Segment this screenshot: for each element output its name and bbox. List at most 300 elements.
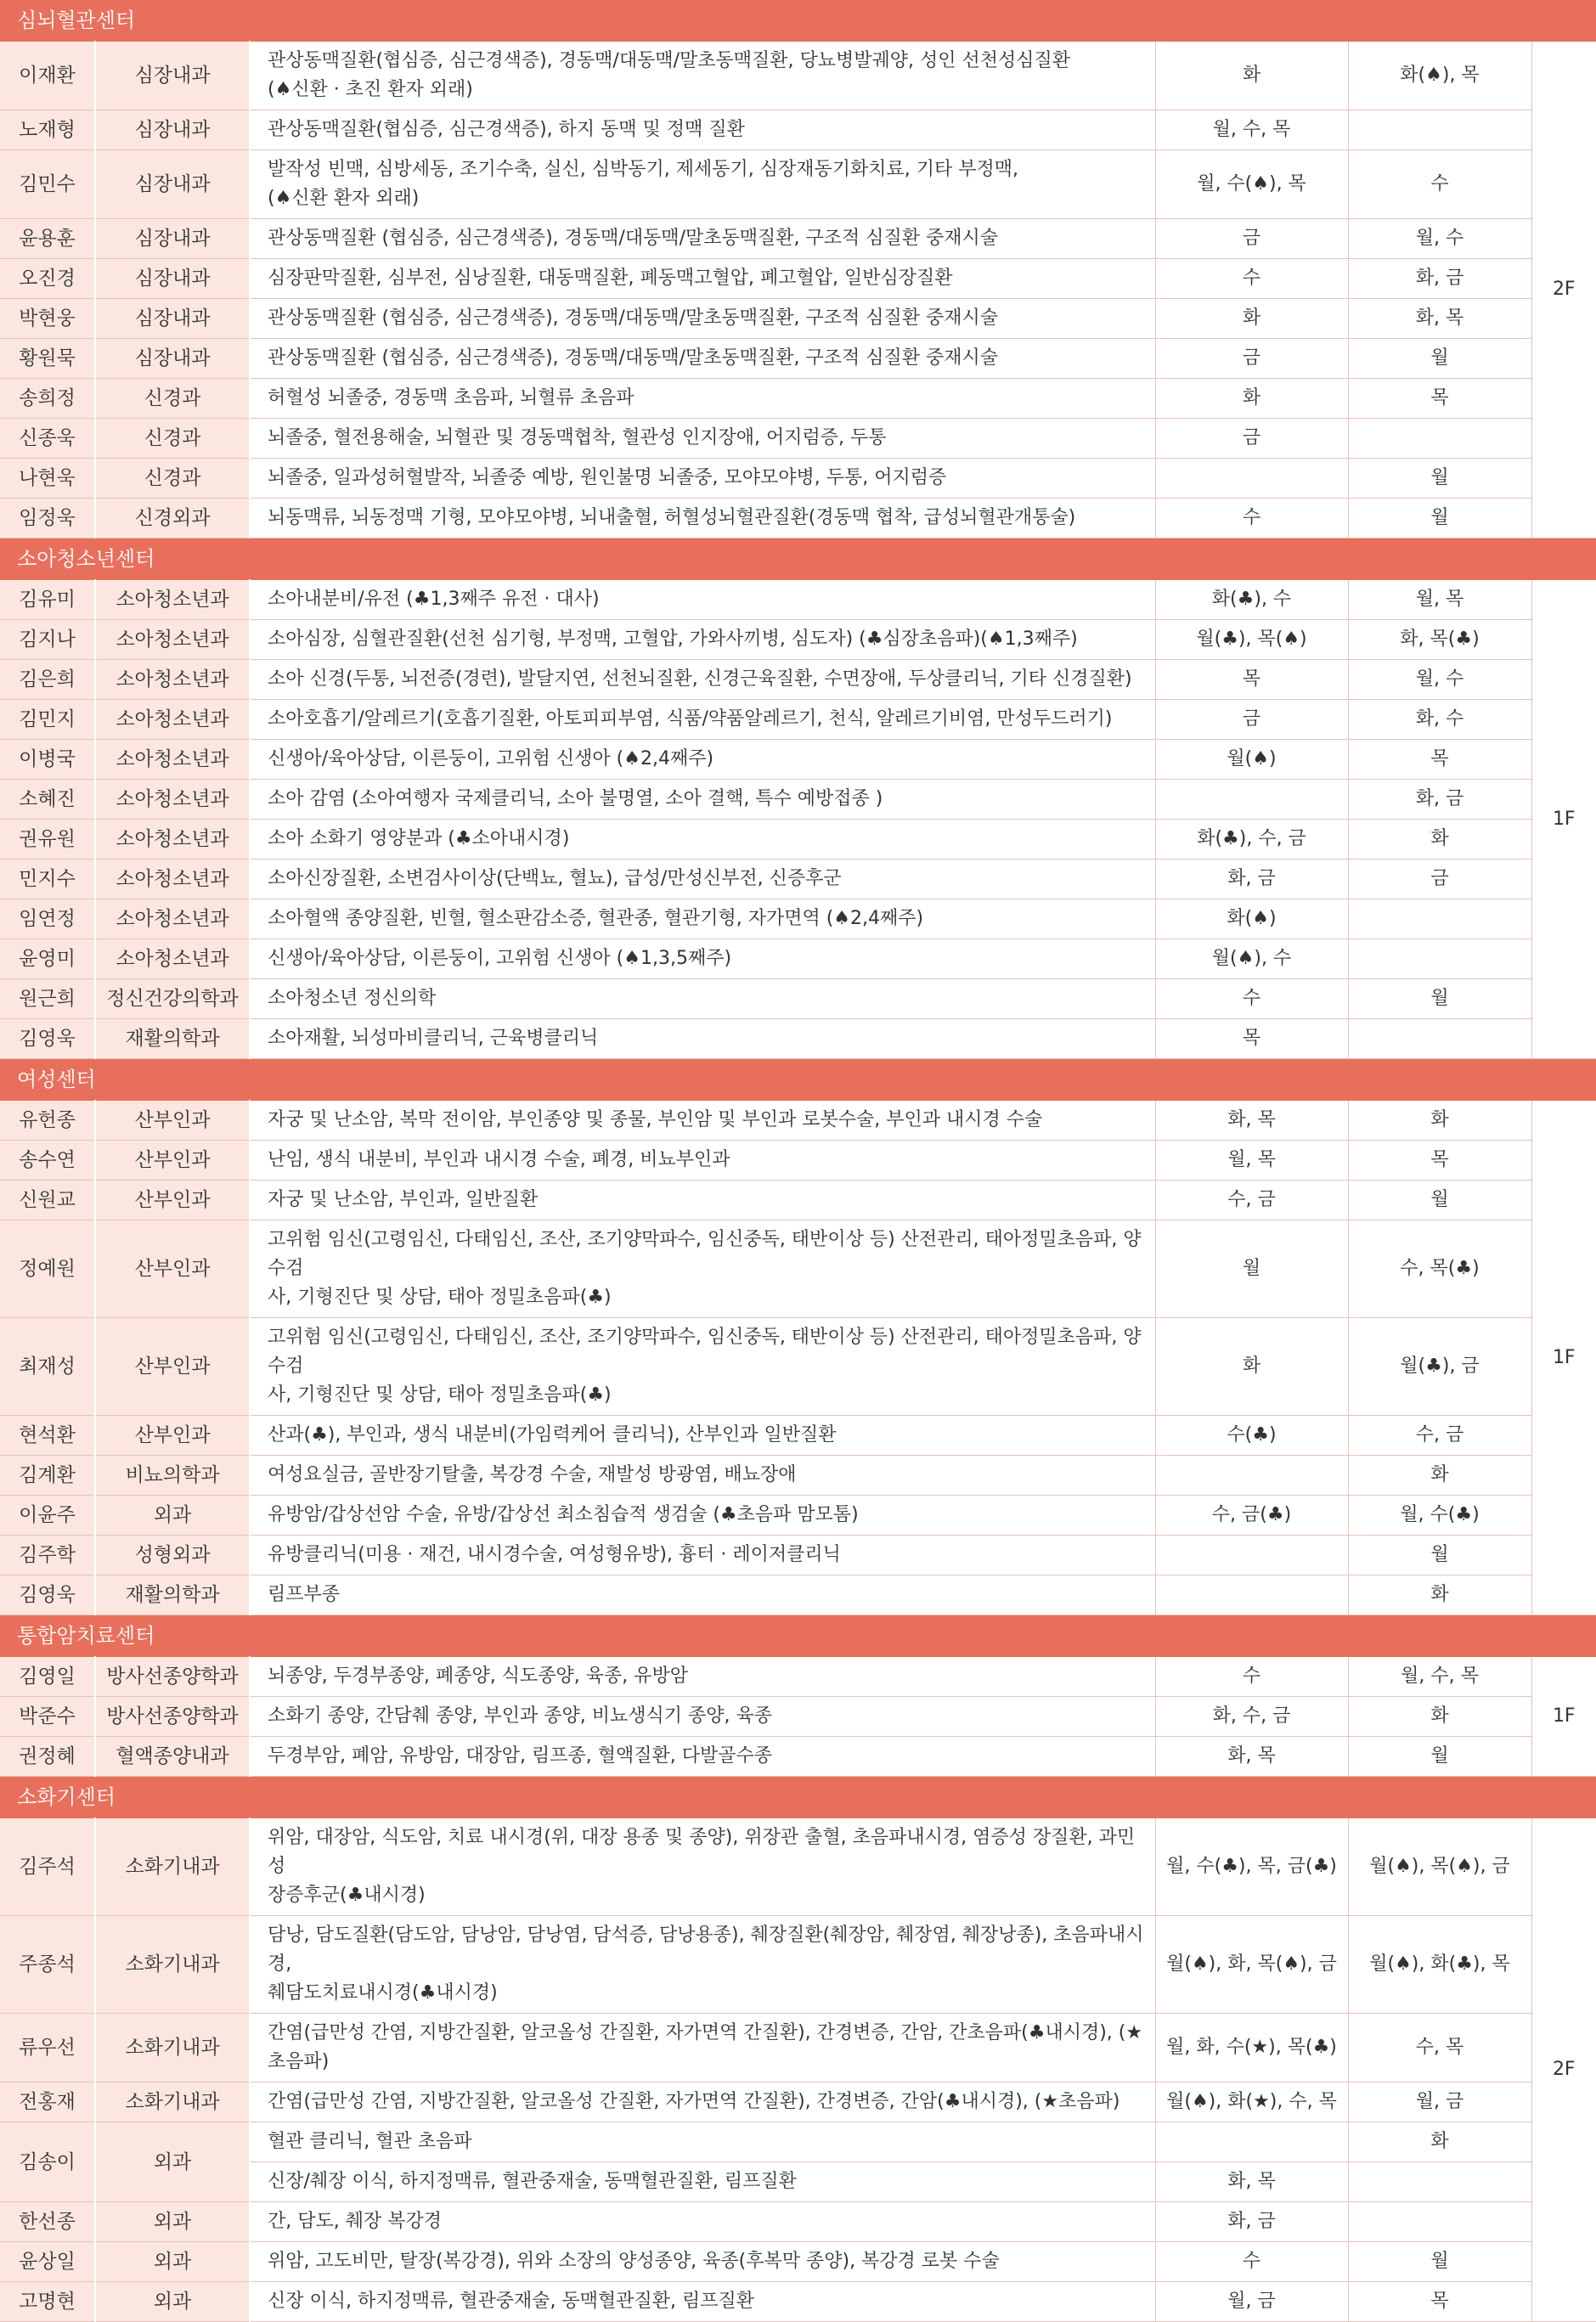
floor-label: 1F [1531,1101,1596,1615]
doctor-name: 송희정 [0,379,95,419]
afternoon-days: 월 [1348,979,1531,1019]
afternoon-days [1348,899,1531,939]
afternoon-days: 목 [1348,379,1531,419]
department: 심장내과 [95,42,250,110]
morning-days: 금 [1155,419,1348,459]
department: 소아청소년과 [95,660,250,700]
doctor-row [0,1101,1596,1141]
specialty-line: 췌담도치료내시경(♣내시경) [268,1982,498,2004]
afternoon-days: 월 [1348,459,1531,499]
morning-days: 월(♠), 수 [1155,939,1348,979]
specialty-line: 허혈성 뇌졸중, 경동맥 초음파, 뇌혈류 초음파 [268,387,634,409]
specialty-cell [250,780,1155,820]
specialty-line: 소아혈액 종양질환, 빈혈, 혈소판감소증, 혈관종, 혈관기형, 자가면역 (♠2,4째주) [268,908,924,929]
doctor-row [0,219,1596,259]
afternoon-days: 화, 목(♣) [1348,620,1531,660]
department: 방사선종양학과 [95,1697,250,1737]
department: 소화기내과 [95,2014,250,2082]
department: 비뇨의학과 [95,1456,250,1496]
department: 소아청소년과 [95,780,250,820]
specialty-line: 관상동맥질환 (협심증, 심근경색증), 경동맥/대동맥/말초동맥질환, 구조적 심질환 중재시술 [268,347,999,369]
morning-days: 화(♠) [1155,899,1348,939]
afternoon-days: 월 [1348,499,1531,538]
department: 소아청소년과 [95,899,250,939]
doctor-row [0,859,1596,899]
afternoon-days: 월(♠), 목(♠), 금 [1348,1818,1531,1916]
department: 재활의학과 [95,1019,250,1059]
specialty-line: 간염(급만성 간염, 지방간질환, 알코올성 간질환, 자가면역 간질환), 간경변증, 간암(♣내시경), (★초음파) [268,2091,1120,2112]
doctor-row [0,2082,1596,2122]
specialty-line: 소아 소화기 영양분과 (♣소아내시경) [268,828,570,849]
specialty-cell [250,1318,1155,1416]
specialty-cell [250,1916,1155,2014]
doctor-name: 박준수 [0,1697,95,1737]
doctor-name: 김계환 [0,1456,95,1496]
doctor-name: 김지나 [0,620,95,660]
specialty-line: 소아청소년 정신의학 [268,988,437,1009]
specialty-cell [250,1220,1155,1318]
doctor-row [0,42,1596,110]
doctor-name: 나현욱 [0,459,95,499]
department: 외과 [95,2122,250,2202]
section-header [0,1059,1596,1101]
doctor-row [0,899,1596,939]
specialty-cell [250,1818,1155,1916]
doctor-name: 김민지 [0,700,95,740]
department: 산부인과 [95,1220,250,1318]
department: 외과 [95,2242,250,2282]
specialty-line: 발작성 빈맥, 심방세동, 조기수축, 실신, 심박동기, 제세동기, 심장재동기화치료, 기타 부정맥, [268,159,1018,180]
specialty-line: 소아심장, 심혈관질환(선천 심기형, 부정맥, 고혈압, 가와사끼병, 심도자) (♣심장초음파)(♠1,3째주) [268,628,1078,650]
department: 외과 [95,2202,250,2242]
doctor-name: 신원교 [0,1181,95,1220]
specialty-line: 혈관 클리닉, 혈관 초음파 [268,2131,472,2152]
morning-days: 수 [1155,1657,1348,1697]
doctor-name: 김유미 [0,580,95,620]
morning-days: 수 [1155,979,1348,1019]
specialty-line: 자궁 및 난소암, 복막 전이암, 부인종양 및 종물, 부인암 및 부인과 로봇수술, 부인과 내시경 수술 [268,1109,1043,1130]
specialty-line: 고위험 임신(고령임신, 다태임신, 조산, 조기양막파수, 임신중독, 태반이상 등) 산전관리, 태아정밀초음파, 양수검 [268,1229,1142,1279]
department: 산부인과 [95,1141,250,1181]
specialty-line: 림프부종 [268,1584,341,1605]
doctor-name: 노재형 [0,110,95,150]
specialty-cell [250,379,1155,419]
morning-days: 화, 수, 금 [1155,1697,1348,1737]
morning-days: 화, 목 [1155,1737,1348,1777]
morning-days [1155,1575,1348,1615]
afternoon-days [1348,2162,1531,2202]
doctor-name: 김송이 [0,2122,95,2202]
afternoon-days: 월 [1348,1737,1531,1777]
specialty-cell [250,150,1155,219]
specialty-cell [250,259,1155,299]
specialty-cell [250,1101,1155,1141]
doctor-row [0,1657,1596,1697]
specialty-line: 고위험 임신(고령임신, 다태임신, 조산, 조기양막파수, 임신중독, 태반이상 등) 산전관리, 태아정밀초음파, 양수검 [268,1327,1142,1377]
doctor-row [0,1916,1596,2014]
morning-days: 화(♣), 수 [1155,580,1348,620]
specialty-line: 소아 신경(두통, 뇌전증(경련), 발달지연, 선천뇌질환, 신경근육질환, 수면장애, 두상클리닉, 기타 신경질환) [268,668,1132,690]
doctor-name: 정예원 [0,1220,95,1318]
doctor-row [0,2202,1596,2242]
floor-label: 2F [1531,1818,1596,2322]
department: 성형외과 [95,1536,250,1575]
doctor-name: 최재성 [0,1318,95,1416]
department: 외과 [95,1496,250,1536]
specialty-line: 신생아/육아상담, 이른둥이, 고위험 신생아 (♠2,4째주) [268,748,714,769]
specialty-cell [250,1181,1155,1220]
department: 산부인과 [95,1318,250,1416]
afternoon-days [1348,419,1531,459]
doctor-row [0,580,1596,620]
department: 소아청소년과 [95,700,250,740]
department: 신경과 [95,459,250,499]
doctor-row [0,1416,1596,1456]
afternoon-days: 화 [1348,1575,1531,1615]
doctor-name: 윤영미 [0,939,95,979]
afternoon-days: 수 [1348,150,1531,219]
afternoon-days: 수, 목 [1348,2014,1531,2082]
doctor-row [0,2282,1596,2322]
specialty-cell [250,580,1155,620]
morning-days: 수 [1155,499,1348,538]
department: 소화기내과 [95,1916,250,2014]
doctor-row [0,740,1596,780]
doctor-name: 소혜진 [0,780,95,820]
doctor-row [0,820,1596,859]
doctor-row [0,1536,1596,1575]
afternoon-days [1348,939,1531,979]
morning-days: 금 [1155,339,1348,379]
morning-days: 수, 금 [1155,1181,1348,1220]
afternoon-days: 목 [1348,740,1531,780]
department: 재활의학과 [95,1575,250,1615]
doctor-name: 신종욱 [0,419,95,459]
doctor-name: 한선종 [0,2202,95,2242]
afternoon-days: 화 [1348,820,1531,859]
morning-days [1155,1536,1348,1575]
specialty-cell [250,419,1155,459]
specialty-line: 뇌졸중, 일과성허혈발작, 뇌졸중 예방, 원인불명 뇌졸중, 모야모야병, 두통, 어지럼증 [268,467,947,488]
specialty-line: 사, 기형진단 및 상담, 태아 정밀초음파(♣) [268,1384,612,1406]
department: 정신건강의학과 [95,979,250,1019]
specialty-cell [250,299,1155,339]
doctor-name: 김주학 [0,1536,95,1575]
doctor-name: 김주석 [0,1818,95,1916]
specialty-line: 관상동맥질환(협심증, 심근경색증), 하지 동맥 및 정맥 질환 [268,119,745,140]
afternoon-days: 금 [1348,859,1531,899]
section-title: 여성센터 [0,1059,1596,1101]
morning-days: 화, 목 [1155,1101,1348,1141]
afternoon-days: 수, 금 [1348,1416,1531,1456]
afternoon-days: 월 [1348,1181,1531,1220]
doctor-name: 윤용훈 [0,219,95,259]
specialty-line: 유방암/갑상선암 수술, 유방/갑상선 최소침습적 생검술 (♣초음파 맘모톰) [268,1504,859,1525]
morning-days: 화, 금 [1155,859,1348,899]
afternoon-days: 월, 수 [1348,660,1531,700]
doctor-row [0,1318,1596,1416]
afternoon-days: 화 [1348,1697,1531,1737]
doctor-row [0,1737,1596,1777]
afternoon-days: 화(♠), 목 [1348,42,1531,110]
specialty-line: 신장/췌장 이식, 하지정맥류, 혈관중재술, 동맥혈관질환, 림프질환 [268,2171,797,2192]
specialty-cell [250,459,1155,499]
doctor-row [0,379,1596,419]
department: 신경외과 [95,499,250,538]
department: 외과 [95,2282,250,2322]
afternoon-days: 화, 금 [1348,259,1531,299]
department: 소아청소년과 [95,939,250,979]
specialty-cell [250,1019,1155,1059]
specialty-line: 간, 담도, 췌장 복강경 [268,2211,442,2232]
specialty-line: 여성요실금, 골반장기탈출, 복강경 수술, 재발성 방광염, 배뇨장애 [268,1464,797,1485]
specialty-line: 소아호흡기/알레르기(호흡기질환, 아토피피부염, 식품/약품알레르기, 천식, 알레르기비염, 만성두드러기) [268,708,1113,730]
morning-days: 수, 금(♣) [1155,1496,1348,1536]
doctor-name: 김영일 [0,1657,95,1697]
afternoon-days [1348,110,1531,150]
doctor-row [0,939,1596,979]
specialty-line: 자궁 및 난소암, 부인과, 일반질환 [268,1189,539,1210]
department: 소아청소년과 [95,820,250,859]
doctor-row [0,2122,1596,2162]
doctor-name: 임연정 [0,899,95,939]
specialty-line: 장증후군(♣내시경) [268,1885,426,1906]
morning-days: 화 [1155,379,1348,419]
department: 심장내과 [95,299,250,339]
doctor-row [0,110,1596,150]
specialty-cell [250,2282,1155,2322]
doctor-name: 이재환 [0,42,95,110]
morning-days: 월(♠), 화, 목(♠), 금 [1155,1916,1348,2014]
specialty-cell [250,899,1155,939]
doctor-name: 민지수 [0,859,95,899]
morning-days [1155,780,1348,820]
morning-days: 월(♠), 화(★), 수, 목 [1155,2082,1348,2122]
department: 산부인과 [95,1181,250,1220]
doctor-name: 유헌종 [0,1101,95,1141]
afternoon-days: 화 [1348,1101,1531,1141]
doctor-name: 김영욱 [0,1019,95,1059]
specialty-cell [250,620,1155,660]
specialty-line: 두경부암, 폐암, 유방암, 대장암, 림프종, 혈액질환, 다발골수종 [268,1745,772,1767]
morning-days: 월, 화, 수(★), 목(♣) [1155,2014,1348,2082]
specialty-cell [250,2162,1155,2202]
afternoon-days: 화, 수 [1348,700,1531,740]
doctor-name: 김민수 [0,150,95,219]
doctor-name: 권정혜 [0,1737,95,1777]
doctor-name: 현석환 [0,1416,95,1456]
section-header [0,1777,1596,1818]
specialty-cell [250,1496,1155,1536]
doctor-name: 오진경 [0,259,95,299]
doctor-name: 임정욱 [0,499,95,538]
doctor-row [0,2242,1596,2282]
specialty-line: 유방클리닉(미용 · 재건, 내시경수술, 여성형유방), 흉터 · 레이저클리닉 [268,1544,841,1565]
specialty-cell [250,859,1155,899]
section-header [0,0,1596,42]
morning-days [1155,2122,1348,2162]
morning-days: 화 [1155,42,1348,110]
specialty-cell [250,2242,1155,2282]
afternoon-days: 월 [1348,1536,1531,1575]
specialty-cell [250,2014,1155,2082]
specialty-cell [250,339,1155,379]
department: 소아청소년과 [95,859,250,899]
morning-days: 화, 금 [1155,2202,1348,2242]
specialty-cell [250,1456,1155,1496]
specialty-line: 심장판막질환, 심부전, 심낭질환, 대동맥질환, 폐동맥고혈압, 폐고혈압, 일반심장질환 [268,268,953,289]
specialty-cell [250,939,1155,979]
doctor-name: 송수연 [0,1141,95,1181]
doctor-name: 주종석 [0,1916,95,2014]
department: 소아청소년과 [95,580,250,620]
specialty-cell [250,660,1155,700]
afternoon-days: 화, 금 [1348,780,1531,820]
department: 심장내과 [95,339,250,379]
morning-days: 월, 수(♠), 목 [1155,150,1348,219]
morning-days: 수(♣) [1155,1416,1348,1456]
doctor-row [0,339,1596,379]
doctor-row [0,660,1596,700]
specialty-line: (♠신환 환자 외래) [268,188,420,209]
department: 혈액종양내과 [95,1737,250,1777]
specialty-cell [250,2122,1155,2162]
specialty-line: 관상동맥질환 (협심증, 심근경색증), 경동맥/대동맥/말초동맥질환, 구조적 심질환 중재시술 [268,307,999,329]
afternoon-days: 월 [1348,339,1531,379]
specialty-cell [250,219,1155,259]
morning-days [1155,1456,1348,1496]
specialty-cell [250,740,1155,780]
doctor-name: 이병국 [0,740,95,780]
specialty-line: 신생아/육아상담, 이른둥이, 고위험 신생아 (♠1,3,5째주) [268,948,732,969]
specialty-line: 관상동맥질환 (협심증, 심근경색증), 경동맥/대동맥/말초동맥질환, 구조적 심질환 중재시술 [268,228,999,249]
morning-days: 수 [1155,259,1348,299]
department: 신경과 [95,419,250,459]
section-header [0,538,1596,580]
specialty-line: 담낭, 담도질환(담도암, 담낭암, 담낭염, 담석증, 담낭용종), 췌장질환(췌장암, 췌장염, 췌장낭종), 초음파내시경, [268,1925,1144,1975]
section-title: 소아청소년센터 [0,538,1596,580]
specialty-line: 사, 기형진단 및 상담, 태아 정밀초음파(♣) [268,1287,612,1308]
afternoon-days: 월, 금 [1348,2082,1531,2122]
doctor-name: 김영욱 [0,1575,95,1615]
specialty-line: 위암, 고도비만, 탈장(복강경), 위와 소장의 양성종양, 육종(후복막 종양), 복강경 로봇 수술 [268,2251,1000,2272]
specialty-line: 소아내분비/유전 (♣1,3째주 유전 · 대사) [268,589,600,610]
department: 방사선종양학과 [95,1657,250,1697]
department: 소아청소년과 [95,620,250,660]
morning-days: 목 [1155,660,1348,700]
morning-days: 화 [1155,299,1348,339]
doctor-row [0,1697,1596,1737]
specialty-line: 뇌졸중, 혈전용해술, 뇌혈관 및 경동맥협착, 혈관성 인지장애, 어지럼증, 두통 [268,427,887,448]
afternoon-days: 월, 목 [1348,580,1531,620]
specialty-line: 뇌동맥류, 뇌동정맥 기형, 모야모야병, 뇌내출혈, 허혈성뇌혈관질환(경동맥 협착, 급성뇌혈관개통술) [268,507,1076,528]
floor-label: 1F [1531,580,1596,1059]
specialty-line: 난임, 생식 내분비, 부인과 내시경 수술, 폐경, 비뇨부인과 [268,1149,730,1170]
specialty-line: 위암, 대장암, 식도암, 치료 내시경(위, 대장 용종 및 종양), 위장관 출혈, 초음파내시경, 염증성 장질환, 과민성 [268,1827,1136,1877]
specialty-cell [250,820,1155,859]
section-title: 심뇌혈관센터 [0,0,1596,42]
specialty-cell [250,1416,1155,1456]
afternoon-days: 목 [1348,1141,1531,1181]
specialty-line: 소아신장질환, 소변검사이상(단백뇨, 혈뇨), 급성/만성신부전, 신증후군 [268,868,842,889]
afternoon-days: 월, 수 [1348,219,1531,259]
specialty-line: 관상동맥질환(협심증, 심근경색증), 경동맥/대동맥/말초동맥질환, 당뇨병발궤양, 성인 선천성심질환 [268,50,1071,71]
doctor-name: 황원묵 [0,339,95,379]
afternoon-days: 월, 수(♣) [1348,1496,1531,1536]
doctor-name: 고명현 [0,2282,95,2322]
doctor-row [0,150,1596,219]
afternoon-days: 월, 수, 목 [1348,1657,1531,1697]
specialty-line: 신장 이식, 하지정맥류, 혈관중재술, 동맥혈관질환, 림프질환 [268,2291,754,2312]
morning-days: 월, 수(♣), 목, 금(♣) [1155,1818,1348,1916]
morning-days: 월 [1155,1220,1348,1318]
afternoon-days: 화 [1348,1456,1531,1496]
doctor-row [0,1456,1596,1496]
morning-days: 목 [1155,1019,1348,1059]
specialty-cell [250,979,1155,1019]
specialty-line: 소화기 종양, 간담췌 종양, 부인과 종양, 비뇨생식기 종양, 육종 [268,1705,772,1727]
section-header [0,1615,1596,1657]
doctor-row [0,1818,1596,1916]
doctor-row [0,1496,1596,1536]
morning-days: 금 [1155,700,1348,740]
specialty-cell [250,499,1155,538]
specialty-line: 간염(급만성 간염, 지방간질환, 알코올성 간질환, 자가면역 간질환), 간경변증, 간암, 간초음파(♣내시경), (★초음파) [268,2022,1143,2072]
doctor-row [0,979,1596,1019]
department: 산부인과 [95,1416,250,1456]
afternoon-days: 월(♣), 금 [1348,1318,1531,1416]
section-title: 소화기센터 [0,1777,1596,1818]
morning-days: 수 [1155,2242,1348,2282]
afternoon-days: 월(♠), 화(♣), 목 [1348,1916,1531,2014]
specialty-cell [250,1536,1155,1575]
afternoon-days [1348,1019,1531,1059]
doctor-row [0,499,1596,538]
department: 심장내과 [95,259,250,299]
doctor-row [0,419,1596,459]
specialty-line: 소아재활, 뇌성마비클리닉, 근육병클리닉 [268,1028,599,1049]
afternoon-days: 화 [1348,2122,1531,2162]
specialty-line: (♠신환 · 초진 환자 외래) [268,79,473,100]
department: 심장내과 [95,219,250,259]
morning-days: 월(♠) [1155,740,1348,780]
specialty-line: 산과(♣), 부인과, 생식 내분비(가임력케어 클리닉), 산부인과 일반질환 [268,1424,837,1446]
specialty-cell [250,2082,1155,2122]
specialty-cell [250,1141,1155,1181]
department: 산부인과 [95,1101,250,1141]
morning-days [1155,459,1348,499]
department: 신경과 [95,379,250,419]
specialty-cell [250,42,1155,110]
doctor-row [0,2014,1596,2082]
specialty-line: 소아 감염 (소아여행자 국제클리닉, 소아 불명열, 소아 결핵, 특수 예방접종 ) [268,788,883,809]
afternoon-days: 월 [1348,2242,1531,2282]
specialty-cell [250,1657,1155,1697]
morning-days: 월, 수, 목 [1155,110,1348,150]
doctor-row [0,299,1596,339]
floor-label: 1F [1531,1657,1596,1777]
morning-days: 화, 목 [1155,2162,1348,2202]
doctor-name: 이윤주 [0,1496,95,1536]
doctor-row [0,1141,1596,1181]
specialty-cell [250,1737,1155,1777]
doctor-name: 전홍재 [0,2082,95,2122]
morning-days: 월, 목 [1155,1141,1348,1181]
department: 소아청소년과 [95,740,250,780]
doctor-name: 박현웅 [0,299,95,339]
department: 심장내과 [95,110,250,150]
morning-days: 월, 금 [1155,2282,1348,2322]
